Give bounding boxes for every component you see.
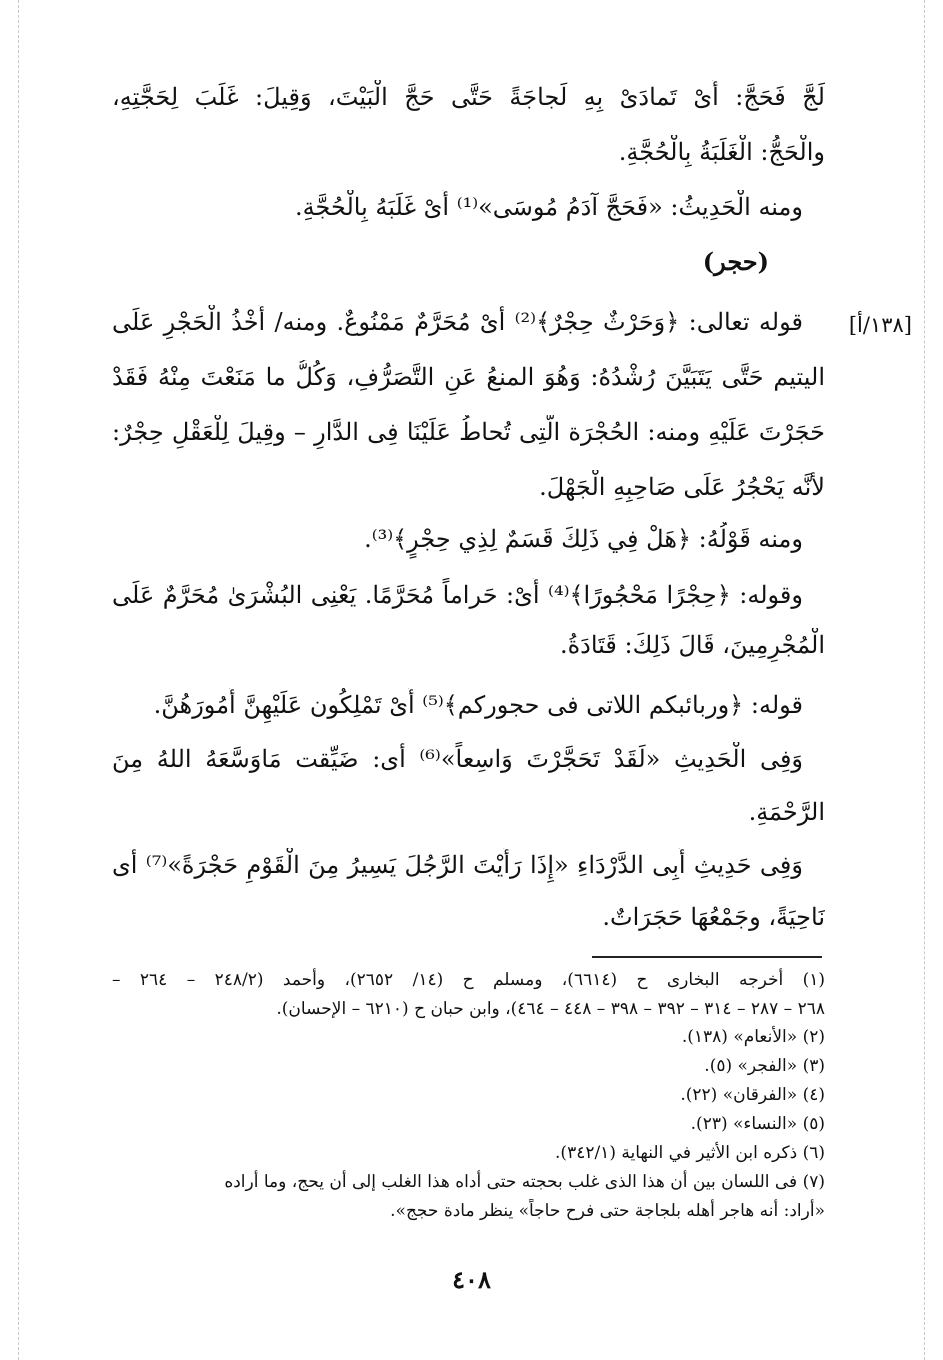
body-line-3: ومنه الْحَدِيثُ: «فَحَجَّ آدَمُ مُوسَى»⁽¹⁾ أَىْ غَلَبَهُ بِالْحُجَّةِ.: [294, 193, 803, 221]
footnote-2: (٢) «الأنعام» (١٣٨).: [681, 1027, 825, 1047]
body-line-13: وَفِى الْحَدِيثِ «لَقَدْ تَحَجَّرْتَ وَاسِعاً»⁽⁶⁾ أى: ضَيِّقت مَاوَسَّعَهُ اللهُ مِنَ: [112, 745, 804, 773]
margin-folio-reference: [١٣٨/أ]: [848, 313, 912, 337]
footnote-5: (٥) «النساء» (٢٣).: [690, 1114, 825, 1134]
body-line-5: قوله تعالى: ﴿وَحَرْثٌ حِجْرٌ﴾⁽²⁾ أىْ مُحَرَّمٌ مَمْنُوعٌ. ومنه/ أَخْذُ الْحَجْرِ عَلَى: [112, 308, 803, 336]
body-line-6: اليتيم حَتَّى يَتَبَيَّنَ رُشْدُهُ: وَهُوَ المنعُ عَنِ التَّصَرُّفِ، وَكُلُّ ما مَنَعْتَ مِنْهُ فَقَدْ: [112, 363, 825, 391]
entry-heading: (حجر): [702, 247, 769, 276]
body-line-1: لَجَّ فَحَجَّ: أَىْ تَمادَىْ بِهِ لَجاجَةً حَتَّى حَجَّ الْبَيْتَ، وَقِيلَ: غَلَبَ لِحَجَّتِهِ،: [112, 83, 825, 111]
body-line-9: ومنه قَوْلُهُ: ﴿هَلْ فِي ذَلِكَ قَسَمٌ لِذِي حِجْرٍ﴾⁽³⁾.: [364, 525, 803, 553]
footnote-6: (٦) ذكره ابن الأثير في النهاية (٣٤٢/١).: [555, 1143, 825, 1163]
body-line-10: وقوله: ﴿حِجْرًا مَحْجُورًا﴾⁽⁴⁾ أَىْ: حَراماً مُحَرَّمًا. يَعْنِى البُشْرَىٰ مُحَرَّمٌ عَلَى: [112, 581, 803, 609]
footnote-7a: (٧) فى اللسان بين أن هذا الذى غلب بحجته حتى أداه هذا الغلب إلى أن يحج، وما أراده: [224, 1172, 825, 1192]
body-line-14: الرَّحْمَةِ.: [748, 798, 825, 826]
body-line-7: حَجَرْتَ عَلَيْهِ ومنه: الحُجْرَة الَّتِى تُحاطُ عَلَيْنَا فِى الدَّارِ – وقِيلَ لِلْعَقْلِ حِجْرٌ:: [112, 418, 825, 446]
footnote-4: (٤) «الفرقان» (٢٢).: [680, 1085, 825, 1105]
footnote-3: (٣) «الفجر» (٥).: [704, 1056, 825, 1076]
body-line-16: نَاحِيَةً، وجَمْعُهَا حَجَرَاتٌ.: [602, 903, 825, 931]
footnote-separator: [592, 956, 822, 958]
footnote-7b: «أراد: أنه هاجر أهله بلجاجة حتى فرح حاجاً» ينظر مادة حجج».: [390, 1201, 825, 1221]
body-line-15: وَفِى حَدِيثِ أَبِى الدَّرْدَاءِ «إِذَا رَأَيْتَ الرَّجُلَ يَسِيرُ مِنَ الْقَوْمِ حَجْرَةً»⁽⁷⁾ أى: [112, 851, 803, 879]
body-line-2: والْحَجُّ: الْغَلَبَةُ بِالْحُجَّةِ.: [618, 138, 825, 166]
footnote-1a: (١) أخرجه البخارى ح (٦٦١٤)، ومسلم ح (١٤/ ٢٦٥٢)، وأحمد (٢٤٨/٢ – ٢٦٤ –: [112, 970, 825, 990]
body-line-12: قوله: ﴿وربائبكم اللاتى فى حجوركم﴾⁽⁵⁾ أَىْ تَمْلِكُون عَلَيْهِنَّ أُمُورَهُنَّ.: [153, 691, 803, 719]
body-line-8: لأنَّه يَحْجُرُ عَلَى صَاحِبِهِ الْجَهْلَ.: [539, 473, 825, 501]
body-line-11: الْمُجْرِمِينَ، قَالَ ذَلِكَ: قَتَادَةُ.: [559, 631, 825, 659]
footnote-1b: ٢٦٨ – ٢٨٧ – ٣١٤ – ٣٩٢ – ٣٩٨ – ٤٤٨ – ٤٦٤)، وابن حبان ح (٦٢١٠ – الإحسان).: [276, 999, 825, 1019]
page-number: ٤٠٨: [452, 1265, 491, 1294]
